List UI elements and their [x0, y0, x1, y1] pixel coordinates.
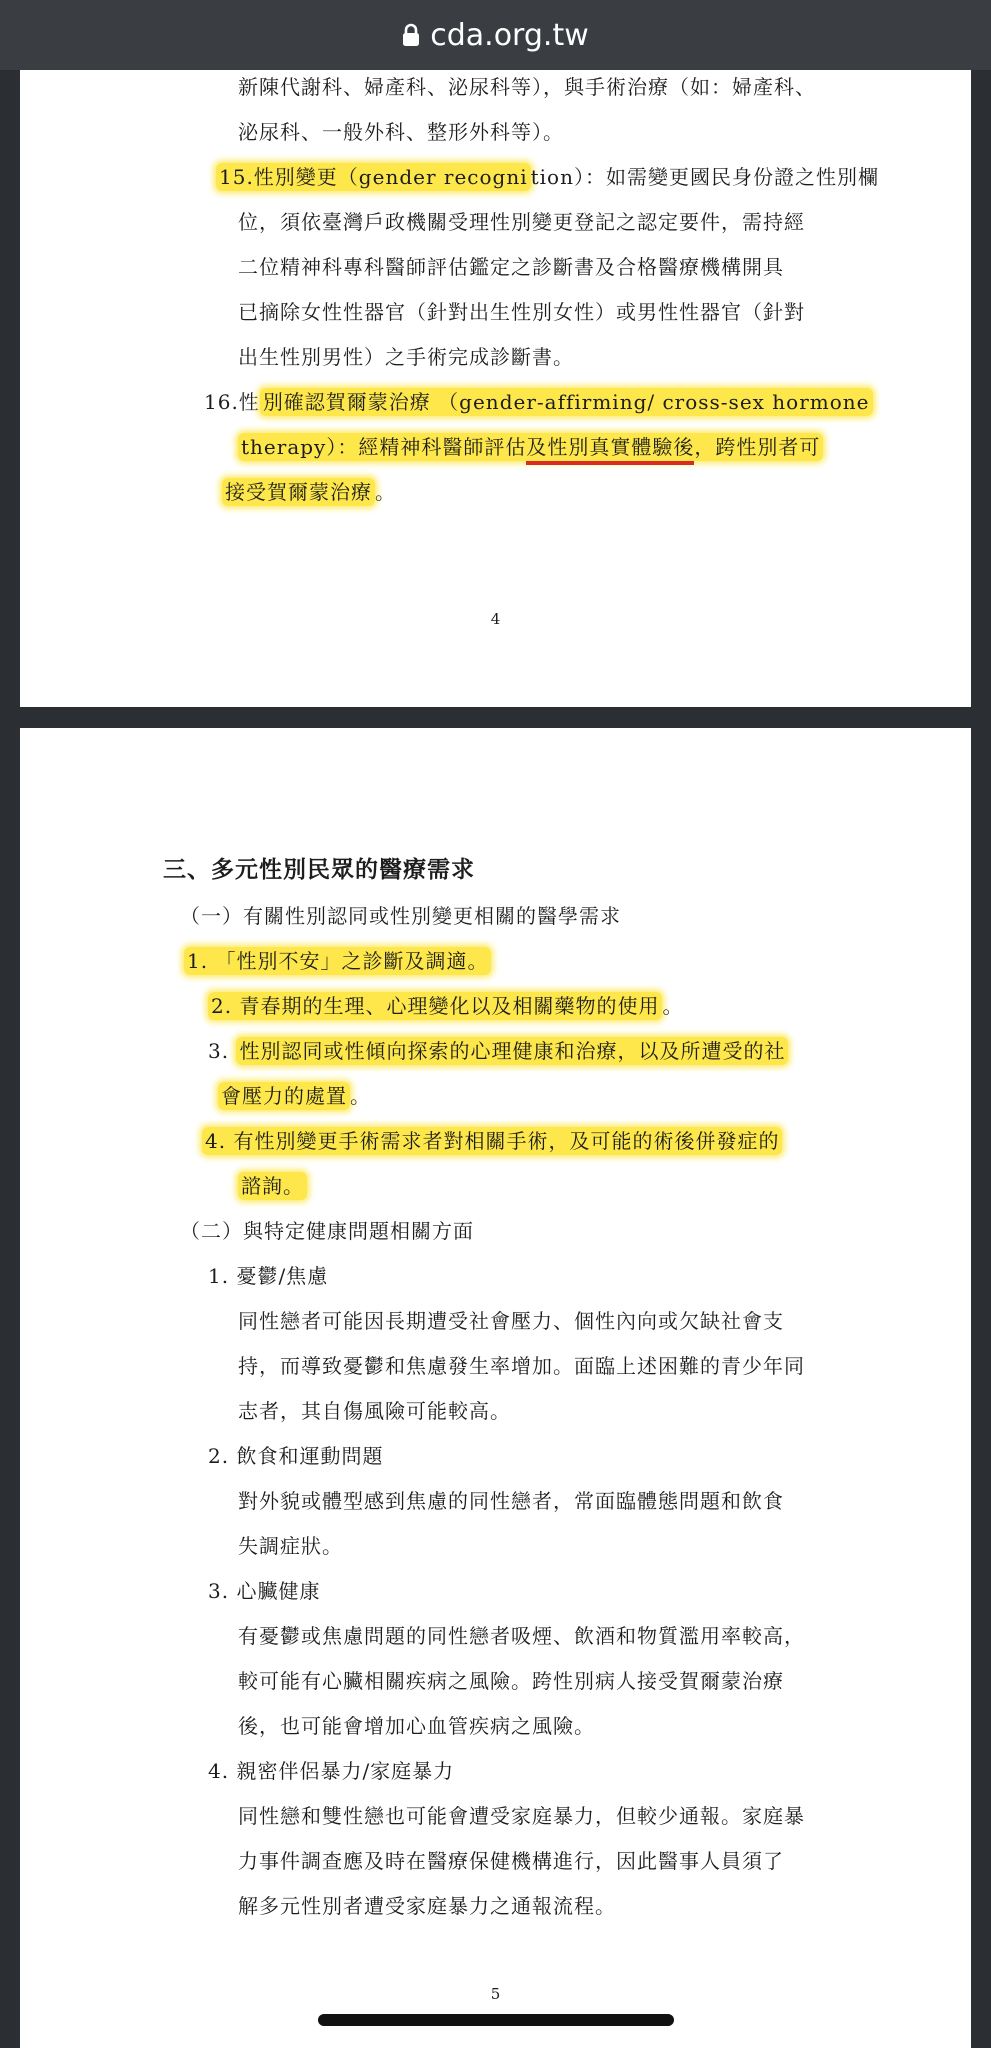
text-line: 新陳代謝科、婦產科、泌尿科等），與手術治療（如：婦產科、 [238, 75, 816, 99]
text-span: 16.性 [204, 390, 260, 414]
home-indicator[interactable] [318, 2014, 674, 2026]
text-line: 位，須依臺灣戶政機關受理性別變更登記之認定要件，需持經 [238, 210, 805, 234]
list-item-title: 1. 憂鬱/焦慮 [208, 1264, 329, 1288]
url-text: cda.org.tw [430, 17, 589, 53]
highlight: 4. 有性別變更手術需求者對相關手術，及可能的術後併發症的 [202, 1127, 782, 1155]
text-line: 對外貌或體型感到焦慮的同性戀者，常面臨體態問題和飲食 [238, 1489, 784, 1513]
section-heading: 三、多元性別民眾的醫療需求 [163, 856, 475, 883]
text-line: 志者，其自傷風險可能較高。 [238, 1399, 511, 1423]
text-line: 力事件調查應及時在醫療保健機構進行，因此醫事人員須了 [238, 1849, 784, 1873]
list-item-title: 4. 親密伴侶暴力/家庭暴力 [208, 1759, 455, 1783]
text-line: 有憂鬱或焦慮問題的同性戀者吸煙、飲酒和物質濫用率較高， [238, 1624, 805, 1648]
text-line: 較可能有心臟相關疾病之風險。跨性別病人接受賀爾蒙治療 [238, 1669, 784, 1693]
list-item-15 [216, 162, 879, 192]
text-line: 失調症狀。 [238, 1534, 343, 1558]
subsection-title: （一）有關性別認同或性別變更相關的醫學需求 [180, 904, 621, 928]
red-underline: 及性別真實體驗後 [526, 435, 694, 465]
address-bar[interactable] [0, 0, 991, 70]
highlight: 會壓力的處置 [218, 1082, 350, 1110]
text-line [238, 432, 823, 462]
list-item-title: 3. 心臟健康 [208, 1579, 321, 1603]
highlight: 15.性別變更（gender recogni [216, 163, 531, 191]
list-item-title: 2. 飲食和運動問題 [208, 1444, 384, 1468]
lock-icon [402, 23, 420, 47]
text-line: 出生性別男性）之手術完成診斷書。 [238, 345, 574, 369]
text-span: 3. [208, 1039, 237, 1063]
text-span: tion）：如需變更國民身份證之性別欄 [530, 165, 879, 189]
text-span: therapy）：經精神科醫師評估 [241, 435, 527, 459]
list-item [208, 1036, 788, 1066]
highlight: 接受賀爾蒙治療 [222, 478, 375, 506]
highlight [238, 433, 823, 461]
list-item [184, 946, 491, 976]
text-line: 泌尿科、一般外科、整形外科等）。 [238, 120, 564, 144]
subsection-title: （二）與特定健康問題相關方面 [180, 1219, 474, 1243]
page-number: 5 [490, 1985, 501, 2003]
page-number: 4 [490, 610, 501, 628]
text-span: 。 [375, 480, 396, 504]
text-line: 已摘除女性性器官（針對出生性別女性）或男性性器官（針對 [238, 300, 805, 324]
text-line [238, 1171, 307, 1201]
text-line: 同性戀和雙性戀也可能會遭受家庭暴力，但較少通報。家庭暴 [238, 1804, 805, 1828]
document-page-4 [20, 70, 971, 707]
highlight: 2. 青春期的生理、心理變化以及相關藥物的使用 [208, 992, 662, 1020]
document-page-5 [20, 728, 971, 2048]
highlight: 1. 「性別不安」之診斷及調適。 [184, 947, 491, 975]
text-line: 持，而導致憂鬱和焦慮發生率增加。面臨上述困難的青少年同 [238, 1354, 805, 1378]
text-line: 同性戀者可能因長期遭受社會壓力、個性內向或欠缺社會支 [238, 1309, 784, 1333]
highlight: 性別認同或性傾向探索的心理健康和治療，以及所遭受的社 [236, 1037, 788, 1065]
text-line: 二位精神科專科醫師評估鑑定之診斷書及合格醫療機構開具 [238, 255, 784, 279]
list-item [202, 1126, 782, 1156]
text-line: 解多元性別者遭受家庭暴力之通報流程。 [238, 1894, 616, 1918]
highlight: 別確認賀爾蒙治療 （gender-affirming/ cross-sex hormone [260, 388, 873, 416]
text-span: 。 [662, 994, 684, 1018]
list-item [208, 991, 683, 1021]
text-span: ，跨性別者可 [694, 435, 821, 459]
text-line: 後，也可能會增加心血管疾病之風險。 [238, 1714, 595, 1738]
text-line [222, 477, 396, 507]
text-span: 。 [350, 1084, 371, 1108]
text-line [218, 1081, 371, 1111]
highlight: 諮詢。 [238, 1172, 307, 1200]
list-item-16 [204, 387, 873, 417]
